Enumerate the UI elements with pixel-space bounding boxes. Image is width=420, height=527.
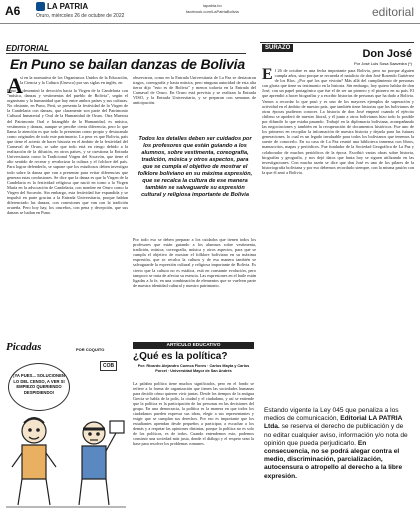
figure-right-icon	[79, 421, 124, 505]
surazo-divider	[260, 42, 414, 43]
editorial-divider	[6, 53, 246, 54]
page-number: A6	[5, 4, 21, 18]
newspaper-logo-icon	[36, 2, 45, 11]
legal-notice	[262, 407, 414, 515]
article-headline: ¿Qué es la política?	[133, 351, 228, 362]
surazo-headline: Don José	[362, 48, 412, 60]
cartoon-author: POR COQUITO	[76, 347, 105, 352]
website-link[interactable]: lapatria.bo	[203, 3, 222, 8]
figure-left-icon	[12, 418, 56, 505]
editorial-column-1: Puno se denominó la devoción hacia la Virgen de la Candelaria con "música, danzas y vestimentas del pueblo de Bolivia", según el organismo y la humanidad que hay entre ambos países y sus culturas. No obstante, en Puno, Perú, se presenta la festividad de la Virgen de la Candelaria con danzas, que claramente son parte del Patrimonio Cultural Inmaterial y Oral de la Humanidad de Oruro. Otra Muestra del Patrimonio Oral e Intangible de la Humanidad, es música, vestimenta y danzas, aunque se percibe cierta diferencia, pero lo que llama la atención es que todo lo presentan como propio y destacando como originales de todo este patrimonio. Lo peor es que Bolivia, país que tiene el acierto de hacer historia en el ámbito de la festividad del Carnaval de Oruro, se sabe que todo está en riesgo debido a la realización de la difusión, en otros países, y se cuestiona la Entrada Universitaria como la Tradicional Virgen del Socavón, que tiene el alto sentido de recrear y revalorizar la cultura y el folclore del país. Para lograr defenderlo, se supone que los estudiosos deben investigar todo sobre la danza que van a presentar para evitar diferencias que generan estas confusiones. Se dice que la danza es que la Virgen de la Candelaria es la festividad religiosa que nació en torno a la Virgen María en la advocación de Candelaria, con nombre en Oruro como la Virgen del Socavón. Sin embargo, esta festividad fue expandida y se impulsó en parte gracias a la Entrada Universitaria, porque habían diferenciado las danzas, con conexiones que van con la tradición orureña. Pero hoy hay, los orureños, con pena y decepción, que sus danzas se bailan en Puno.	[7, 88, 128, 216]
surazo-body	[262, 68, 414, 400]
cartoon-illustration	[6, 413, 126, 509]
notice-warning: En consecuencia, no se podrá alegar contra el medio, discriminación, parcialización, autocensura o atropello al derecho a la libre expresión.	[264, 439, 403, 480]
editorial-column-1-top: sí en la normativa de los Organismos Unidos de la Educación, la Ciencia y la Cultura (Unesco) por sus siglas en inglés, en	[20, 75, 128, 86]
article-authors: Por: Ricardo Alejandro Cuenca Flores · Carlos Mayta y Carlos Porcel · Universidad Mayor de San Andrés	[137, 364, 250, 373]
surazo-byline: Por José Luis Sosa Saavedra (*)	[353, 61, 412, 66]
section-name: editorial	[371, 5, 414, 19]
notice-publisher: Editorial LA PATRIA Ltda.	[264, 415, 403, 431]
social-links	[186, 3, 239, 15]
newspaper-logo	[36, 2, 88, 11]
editorial-headline: En Puno se bailan danzas de Bolivia	[10, 56, 245, 72]
article-body: La palabra política tiene muchos significados, pero en el fondo se refiere a la forma de organización que tienen las sociedades humanas para decidir cómo quieren vivir juntas. Desde los tiempos de la antigua Grecia se habla de la polis, la ciudad y el ciudadano, y así se entiende que la política es la participación de las personas en las decisiones del grupo. En una democracia, la política es la manera en que todos los ciudadanos pueden expresar sus ideas, elegir a sus representantes y exigir que se cumplan sus derechos. Por eso es importante que los estudiantes aprendan desde pequeños a participar, a escuchar a los demás y a respetar las opiniones distintas, porque la política no es solo de los políticos, es de todos. Cuando entendemos esto, podemos construir una sociedad más justa, donde el diálogo y el respeto sean la base para resolver los problemas comunes.	[133, 381, 254, 446]
cartoon	[6, 341, 126, 511]
surazo-text: l 26 de octubre es una fecha importante para Bolivia, pero no porque alguien cumpla años, sino porque se recuerda el natalicio de don José Rosendo Gutiérrez de los Ríos. ¿Por qué los que vivirán? Más allá del cumplimiento de personas con gloria que tiene su testimonio en la historia. Sin embargo, hoy quiero hablar de don José, con un papel protagónico que fue el de ser un pionero y el pionero en su país. El que aprendió a hacer biografías y a escribir historias de personas que ha dado a Bolivia. Vamos a recordar lo que pasó y es uno de los mayores ejemplos de superación y actividad en el ámbito de nuestro país, que también tiene historias que los bolivianos de otras épocas pudieron conocer. La historia de don José empezó cuando el ejército chileno se apoderó de nuestro litoral, y él junto a otros bolivianos hizo todo lo posible por difundir lo que estaba pasando. Trabajó en la diplomacia boliviana, acompañando las negociaciones y también en la recuperación de documentos históricos. Fue uno de los primeros en recopilar la información de nuestra historia y dejarla para las futuras generaciones, lo cual es un legado invaluable para todos los bolivianos que tenemos la suerte de conocerlo. En su casa de La Paz reunió una biblioteca inmensa con libros, manuscritos, mapas y periódicos. Fue fundador de la Sociedad Geográfica de La Paz y colaborador de muchos periódicos de la época. Escribió varias obras sobre historia, biografías y geografía, y nos dejó datos que hasta hoy se siguen utilizando en las investigaciones. Con mucha razón se dice que don José es uno de los pilares de la historiografía boliviana y por eso debemos recordarlo siempre, con la misma pasión con la que él amó a Bolivia.	[262, 68, 414, 175]
article-tag: ARTÍCULO EDUCATIVO	[133, 342, 254, 349]
editorial-dropcap: A	[7, 73, 23, 98]
surazo-dropcap: E	[262, 68, 273, 83]
newspaper-name: LA PATRIA	[47, 2, 89, 11]
cartoon-logo: Picadas	[6, 341, 42, 353]
editorial-tag: EDITORIAL	[6, 44, 49, 53]
page-header	[0, 0, 420, 24]
notice-text-1: Estando vigente la Ley 045 que penaliza a los medios de comunicación,	[264, 407, 399, 423]
editorial-pullquote: Todos los detalles deben ser cuidados por los profesores que están guiando a los alumnos, sobre vestimenta, coreografía, tradición, música y otros aspectos, para que se cumpla el objetivo de mostrar el folklore boliviano en su máxima expresión, que se recalca la cultura de ese manera también se salvaguarde su expresión cultural y religiosa importante de Bolivia	[137, 136, 253, 198]
editorial-column-2-top: observaron, como en la Entrada Universitaria de La Paz se destacaron tragos, coreografía y hasta música, pero ninguna autoridad de esta alta tierra dijo "esto es de Bolivia" y menos todavía en la Entrada del Carnaval de Oruro. En Oruro está prevista y se realizan la Entrada VISO, y la Entrada Universitaria, y se preparan con semanas de anticipación.	[133, 75, 256, 106]
cartoon-sign: COB	[100, 361, 117, 371]
issue-date: Oruro, miércoles 26 de octubre de 2022	[36, 13, 125, 19]
editorial-column-2-bottom: Por todo eso se deben preparar a los cuidados que tienen todos los profesores que están guiando a los alumnos sobre vestimenta, tradición, música, coreografía, música y otros aspectos, para que se cumpla el objetivo de mostrar el folklore boliviano en su máxima expresión, que se recalca la cultura y de esa manera también se salvaguarde la expresión cultural y religiosa importante de Bolivia. Es cierto que la cultura no es estática, está en constante evolución, pero tampoco se trata de afectar su esencia. Las expresiones en el baile están ligadas a la fe, en una combinación de elementos que se vuelven parte de nuestra identidad cultural y nuestro patrimonio.	[133, 237, 256, 288]
facebook-link[interactable]: facebook.com/LaPatriaBolivia	[186, 9, 239, 14]
surazo-tag: SURAZO	[262, 44, 293, 52]
speech-bubble: ¡YA PUES... SOLUCIONEN LO DEL CENSO, A VER SI EMPIEZO QUERIENDO DESPIDIENDO!	[8, 363, 70, 411]
notice-text-2: se reserva el derecho de publicación y de no editar cualquier aviso, información y/o nota de opinión que pueda perjudicarlo.	[264, 423, 408, 447]
